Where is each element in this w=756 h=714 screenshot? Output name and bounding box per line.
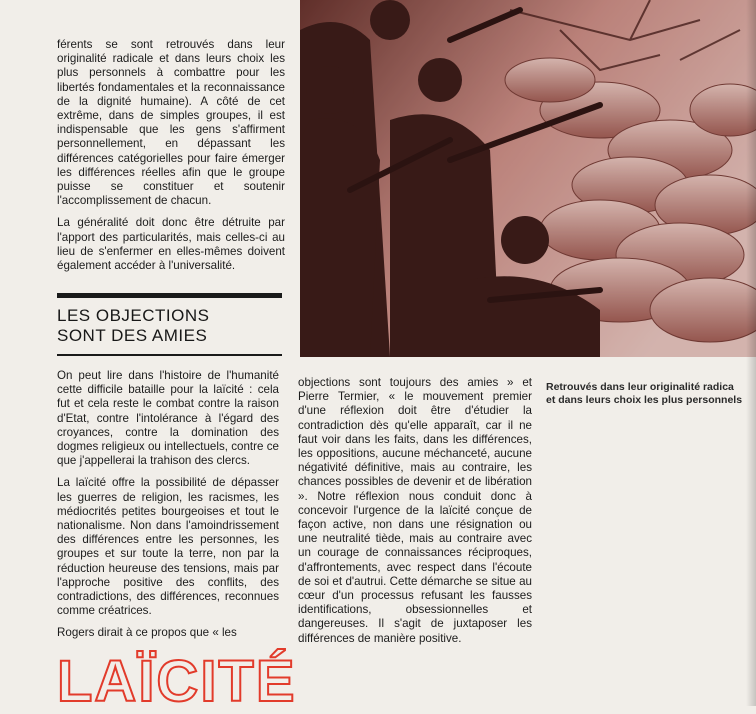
middle-text-column (298, 376, 532, 654)
left-paragraph-2: La laïcité offre la possibilité de dépasser les guerres de religion, les racismes, les médiocrités petites bourgeoises et tout le nationalisme. Non dans l'amoindrissement des différences entre les personnes, les groupes et sur toute la terre, non par la réduction heureuse des tensions, mais par l'approche positive des conflits, des contradictions, des différences, reconnues comme créatrices. (57, 476, 279, 618)
page-binding-shadow (746, 0, 756, 706)
top-paragraph-2: La généralité doit donc être détruite par l'apport des particularités, mais celles-ci au lieu de s'enfermer en elles-mêmes doivent également accéder à l'universalité. (57, 216, 285, 273)
top-text-column (57, 38, 285, 281)
photo-illustration (300, 0, 756, 357)
laicite-title (57, 649, 297, 714)
photo-caption (546, 381, 756, 406)
heading-line-2: SONT DES AMIES (57, 326, 208, 345)
top-paragraph-1: férents se sont retrouvés dans leur originalité radicale et dans leurs choix les plus personnels à combattre pour les libertés fondamentales et la reconnaissance de la dignité humaine). A côté de cet extrême, dans de simples groupes, il est indispensable que les gens s'affirment personnellement, en dépassant les différences catégorielles pour faire émerger les différences réelles afin que le groupe puisse se constituer et soutenir l'accomplissement de chacun. (57, 38, 285, 208)
section-heading (57, 293, 282, 356)
caption-line-2: et dans leurs choix les plus personnels (546, 393, 743, 406)
heading-rule-bottom (57, 354, 282, 356)
left-text-column (57, 369, 279, 649)
laicite-title-text: LAÏCITÉ (57, 649, 297, 714)
left-paragraph-1: On peut lire dans l'histoire de l'humanité cette difficile bataille pour la laïcité : cela fut et cela reste le combat contre la raison d'Etat, contre l'intolérance à l'égard des croyances, contre la domination des dogmes religieux ou intellectuels, contre ce que j'appellerai la trahison des clercs. (57, 369, 279, 468)
heading-rule-top (57, 293, 282, 298)
resistance-photo (300, 0, 756, 357)
middle-paragraph-1: objections sont toujours des amies » et Pierre Termier, « le mouvement premier d'une réflexion doit être d'étudier la contradiction dès qu'elle apparaît, car il ne faut voir dans les faits, dans les différences, les oppositions, aucune méchanceté, aucune négativité définitive, mais au contraire, les chances possibles de devenir et de libération ». Notre réflexion nous conduit donc à concevoir l'urgence de la laïcité conçue de façon active, non dans une résignation ou une neutralité tiède, mais au contraire avec un courage de connaissances réciproques, d'affrontements, avec respect dans l'écoute de soi et d'autrui. Cette démarche se situe au cœur d'un processus refusant les fausses identifications, obsessionnelles et dangereuses. Il s'agit de juxtaposer les différences de manière positive. (298, 376, 532, 645)
caption-line-1: Retrouvés dans leur originalité radica (546, 381, 734, 393)
section-heading-text (57, 306, 282, 346)
left-paragraph-3: Rogers dirait à ce propos que « les (57, 626, 237, 640)
heading-line-1: LES OBJECTIONS (57, 306, 210, 325)
